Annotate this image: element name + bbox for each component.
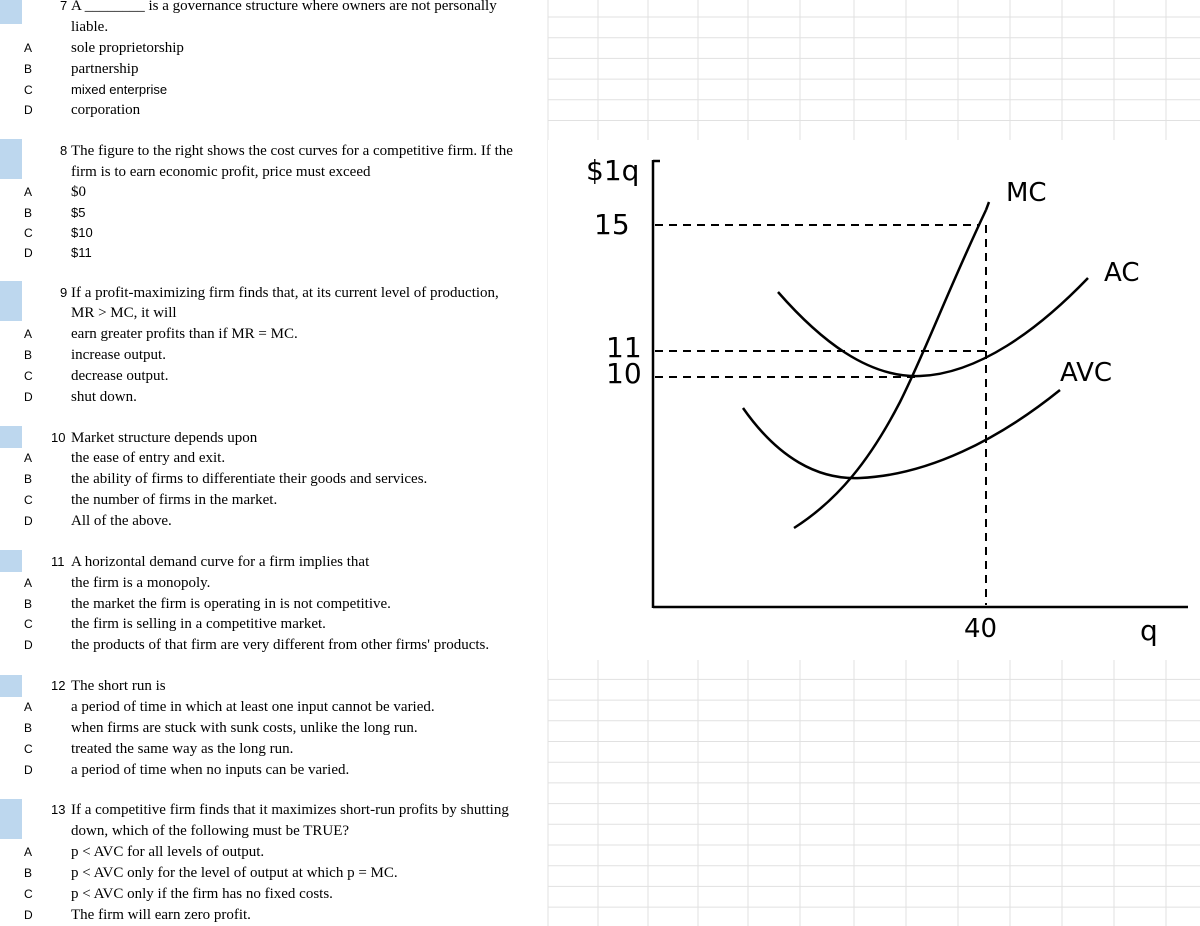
option-letter: B bbox=[24, 597, 33, 611]
cost-curves-svg bbox=[548, 140, 1200, 660]
question-stem-line: down, which of the following must be TRUE? bbox=[71, 823, 350, 839]
option-letter: D bbox=[24, 514, 33, 528]
mc-label: MC bbox=[1006, 178, 1047, 208]
option-letter: C bbox=[24, 83, 33, 97]
option-letter: B bbox=[24, 62, 33, 76]
option-letter: C bbox=[24, 493, 33, 507]
question-stem-line: A ________ is a governance structure where owners are not personally bbox=[71, 0, 497, 14]
option-letter: A bbox=[24, 41, 33, 55]
option-text[interactable]: p < AVC only for the level of output at which p = MC. bbox=[71, 865, 398, 881]
option-letter: D bbox=[24, 390, 33, 404]
row-marker bbox=[0, 550, 22, 572]
question-number: 10 bbox=[51, 430, 66, 445]
option-letter: A bbox=[24, 327, 33, 341]
option-letter: D bbox=[24, 908, 33, 922]
option-text[interactable]: All of the above. bbox=[71, 513, 172, 529]
question-stem-line: Market structure depends upon bbox=[71, 430, 258, 446]
option-text[interactable]: p < AVC for all levels of output. bbox=[71, 844, 265, 860]
row-marker bbox=[0, 675, 22, 697]
option-text[interactable]: corporation bbox=[71, 102, 141, 118]
row-marker bbox=[0, 0, 22, 24]
option-letter: B bbox=[24, 721, 33, 735]
question-number: 7 bbox=[60, 0, 68, 13]
option-text[interactable]: the ease of entry and exit. bbox=[71, 450, 226, 466]
option-text[interactable]: $11 bbox=[71, 245, 92, 260]
question-number: 9 bbox=[60, 285, 68, 300]
y-tick-15: 15 bbox=[594, 208, 630, 241]
option-letter: B bbox=[24, 472, 33, 486]
option-text[interactable]: treated the same way as the long run. bbox=[71, 741, 294, 757]
option-letter: C bbox=[24, 887, 33, 901]
x-axis-label: q bbox=[1140, 614, 1158, 647]
x-tick-40: 40 bbox=[964, 614, 998, 644]
option-letter: D bbox=[24, 638, 33, 652]
question-number: 11 bbox=[51, 554, 65, 569]
option-text[interactable]: p < AVC only if the firm has no fixed costs. bbox=[71, 886, 333, 902]
avc-curve bbox=[743, 390, 1060, 478]
option-text[interactable]: partnership bbox=[71, 61, 139, 77]
y-tick-10: 10 bbox=[606, 357, 642, 390]
option-text[interactable]: sole proprietorship bbox=[71, 40, 184, 56]
option-text[interactable]: the market the firm is operating in is not competitive. bbox=[71, 596, 391, 612]
row-marker bbox=[0, 139, 22, 179]
option-letter: C bbox=[24, 226, 33, 240]
question-stem-line: MR > MC, it will bbox=[71, 305, 177, 321]
option-text[interactable]: the ability of firms to differentiate their goods and services. bbox=[71, 471, 428, 487]
avc-label: AVC bbox=[1060, 358, 1113, 388]
question-stem-line: firm is to earn economic profit, price must exceed bbox=[71, 164, 371, 180]
mc-label-tick bbox=[986, 202, 989, 210]
option-text[interactable]: $10 bbox=[71, 225, 93, 240]
option-letter: C bbox=[24, 369, 33, 383]
cost-curves-figure[interactable] bbox=[548, 140, 1200, 660]
option-letter: A bbox=[24, 185, 33, 199]
option-text[interactable]: when firms are stuck with sunk costs, unlike the long run. bbox=[71, 720, 418, 736]
option-letter: A bbox=[24, 700, 33, 714]
option-text[interactable]: $5 bbox=[71, 205, 86, 220]
y-tick-11: 11 bbox=[606, 331, 642, 364]
row-marker bbox=[0, 426, 22, 448]
option-letter: D bbox=[24, 763, 33, 777]
option-letter: A bbox=[24, 576, 33, 590]
option-letter: D bbox=[24, 246, 33, 260]
option-letter: B bbox=[24, 206, 33, 220]
y-axis-label: $1q bbox=[586, 154, 640, 187]
option-text[interactable]: The firm will earn zero profit. bbox=[71, 907, 251, 923]
option-text[interactable]: the products of that firm are very different from other firms' products. bbox=[71, 637, 490, 653]
question-stem-line: liable. bbox=[71, 19, 109, 35]
question-stem-line: If a competitive firm finds that it maximizes short-run profits by shutting bbox=[71, 802, 509, 818]
question-stem-line: A horizontal demand curve for a firm implies that bbox=[71, 554, 370, 570]
option-text[interactable]: a period of time when no inputs can be varied. bbox=[71, 762, 350, 778]
option-letter: A bbox=[24, 845, 33, 859]
ac-label: AC bbox=[1104, 258, 1140, 288]
option-letter: B bbox=[24, 866, 33, 880]
question-stem-line: The short run is bbox=[71, 678, 166, 694]
option-text[interactable]: a period of time in which at least one input cannot be varied. bbox=[71, 699, 435, 715]
row-marker bbox=[0, 799, 22, 839]
option-letter: A bbox=[24, 451, 33, 465]
option-letter: D bbox=[24, 103, 33, 117]
option-text[interactable]: shut down. bbox=[71, 389, 137, 405]
question-number: 8 bbox=[60, 143, 68, 158]
question-stem-line: The figure to the right shows the cost curves for a competitive firm. If the bbox=[71, 143, 513, 159]
option-text[interactable]: the firm is a monopoly. bbox=[71, 575, 211, 591]
option-text[interactable]: earn greater profits than if MR = MC. bbox=[71, 326, 298, 342]
option-text[interactable]: increase output. bbox=[71, 347, 166, 363]
question-number: 12 bbox=[51, 678, 66, 693]
option-text[interactable]: the number of firms in the market. bbox=[71, 492, 278, 508]
option-letter: C bbox=[24, 742, 33, 756]
option-text[interactable]: the firm is selling in a competitive market. bbox=[71, 616, 326, 632]
question-number: 13 bbox=[51, 802, 66, 817]
option-text[interactable]: decrease output. bbox=[71, 368, 169, 384]
row-marker bbox=[0, 281, 22, 321]
option-letter: B bbox=[24, 348, 33, 362]
question-stem-line: If a profit-maximizing firm finds that, at its current level of production, bbox=[71, 285, 499, 301]
option-text[interactable]: mixed enterprise bbox=[71, 82, 168, 97]
option-letter: C bbox=[24, 617, 33, 631]
option-text[interactable]: $0 bbox=[71, 184, 86, 200]
